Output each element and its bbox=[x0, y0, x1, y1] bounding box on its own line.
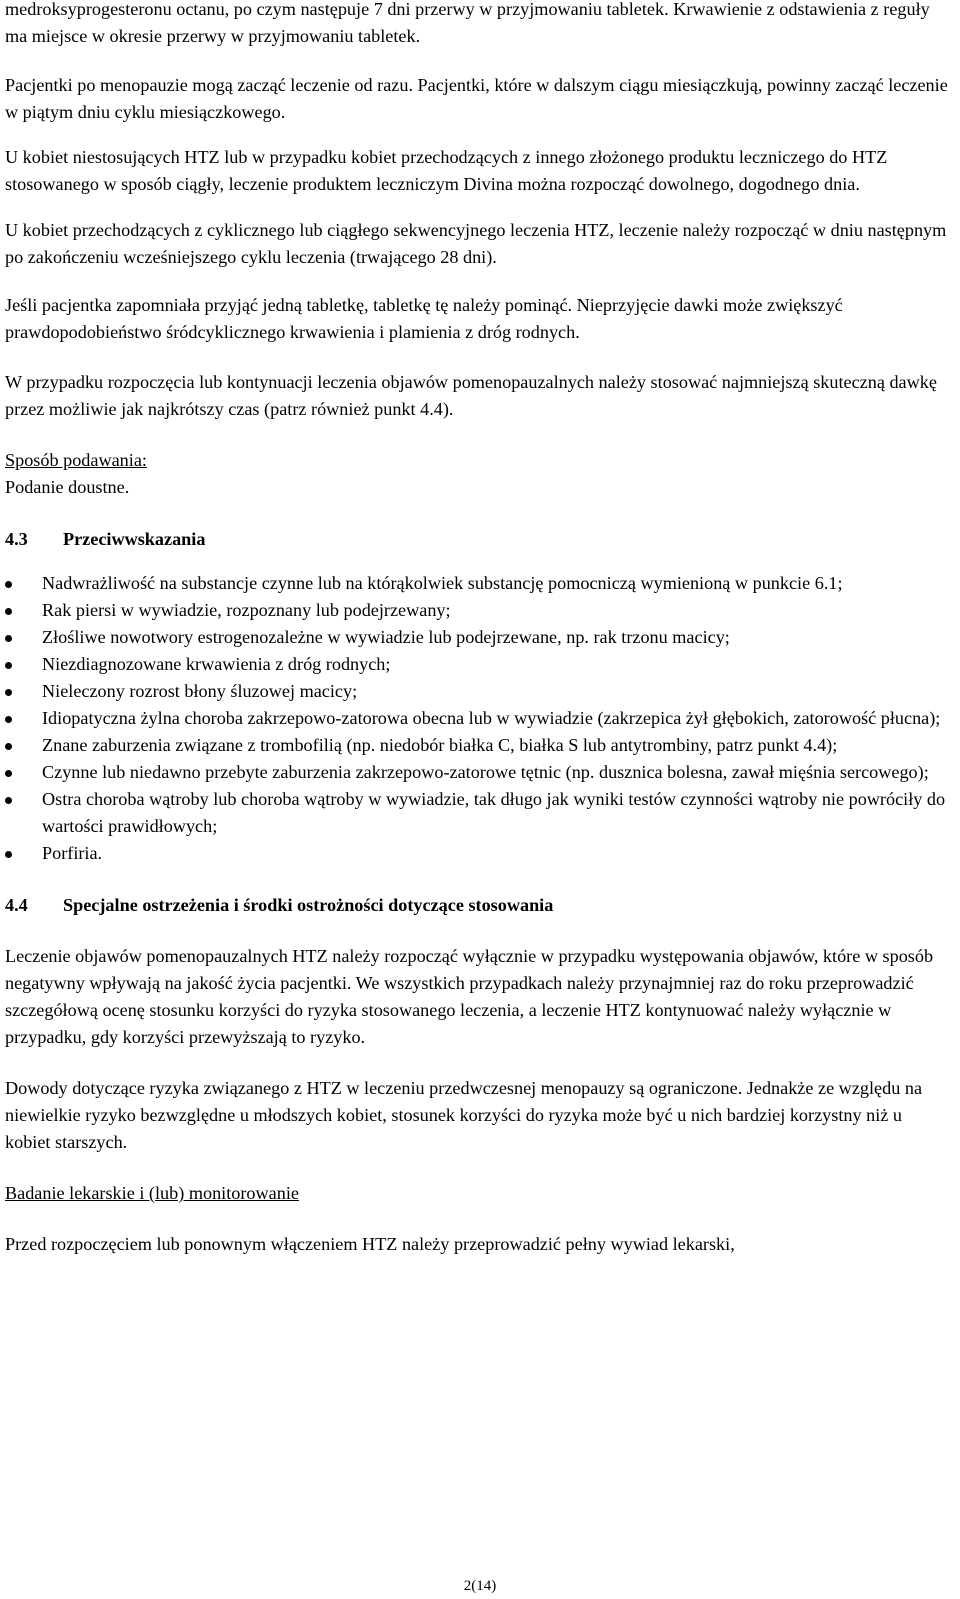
paragraph-cyclic-switch: U kobiet przechodzących z cyklicznego lub ciągłego sekwencyjnego leczenia HTZ, leczenie należy rozpocząć w dniu następnym po zakończeniu wcześniejszego cyklu leczenia (trwającego 28 dni). bbox=[5, 220, 947, 267]
list-item: Nieleczony rozrost błony śluzowej macicy; bbox=[5, 678, 950, 705]
paragraph-hrt-benefit-risk: Leczenie objawów pomenopauzalnych HTZ należy rozpocząć wyłącznie w przypadku występowania objawów, które w sposób negatywny wpływają na jakość życia pacjentki. We wszystkich przypadkach należy przynajmniej raz do roku przeprowadzić szczegółową ocenę stosunku korzyści do ryzyka stosowanego leczenia, a leczenie HTZ kontynuować należy wyłącznie w przypadku, gdy korzyści przewyższają to ryzyko. bbox=[5, 946, 934, 1047]
list-item: Złośliwe nowotwory estrogenozależne w wywiadzie lub podejrzewane, np. rak trzonu macicy; bbox=[5, 624, 950, 651]
list-item: Czynne lub niedawno przebyte zaburzenia zakrzepowo-zatorowe tętnic (np. dusznica bolesna, zawał mięśnia sercowego); bbox=[5, 759, 950, 786]
section-4-3-number: 4.3 bbox=[5, 529, 28, 549]
section-4-4-title: Specjalne ostrzeżenia i środki ostrożności dotyczące stosowania bbox=[63, 895, 554, 915]
list-item: Niezdiagnozowane krwawienia z dróg rodnych; bbox=[5, 651, 950, 678]
list-item: Porfiria. bbox=[5, 840, 950, 867]
section-4-3-title: Przeciwwskazania bbox=[63, 529, 206, 549]
bullet-icon bbox=[5, 851, 12, 858]
paragraph-menopause-start: Pacjentki po menopauzie mogą zacząć leczenie od razu. Pacjentki, które w dalszym ciągu miesiączkują, powinny zacząć leczenie w piątym dniu cyklu miesiączkowego. bbox=[5, 75, 948, 122]
document-page bbox=[5, 0, 950, 1258]
bullet-icon bbox=[5, 608, 12, 615]
paragraph-missed-tablet: Jeśli pacjentka zapomniała przyjąć jedną tabletkę, tabletkę tę należy pominąć. Nieprzyjęcie dawki może zwiększyć prawdopodobieństwo śródcyklicznego krwawienia i plamienia z dróg rodnych. bbox=[5, 295, 843, 342]
list-item: Idiopatyczna żylna choroba zakrzepowo-zatorowa obecna lub w wywiadzie (zakrzepica żył głębokich, zatorowość płucna); bbox=[5, 705, 950, 732]
list-item: Znane zaburzenia związane z trombofilią (np. niedobór białka C, białka S lub antytrombiny, patrz punkt 4.4); bbox=[5, 732, 950, 759]
section-4-4-heading bbox=[5, 892, 950, 919]
paragraph-lowest-dose: W przypadku rozpoczęcia lub kontynuacji leczenia objawów pomenopauzalnych należy stosować najmniejszą skuteczną dawkę przez możliwie jak najkrótszy czas (patrz również punkt 4.4). bbox=[5, 372, 937, 419]
administration-heading: Sposób podawania: bbox=[5, 450, 147, 470]
list-item: Ostra choroba wątroby lub choroba wątroby w wywiadzie, tak długo jak wyniki testów czynności wątroby nie powróciły do wartości prawidłowych; bbox=[5, 786, 950, 840]
bullet-icon bbox=[5, 716, 12, 723]
section-4-4-number: 4.4 bbox=[5, 895, 28, 915]
list-item: Rak piersi w wywiadzie, rozpoznany lub podejrzewany; bbox=[5, 597, 950, 624]
list-item: Nadwrażliwość na substancje czynne lub na którąkolwiek substancję pomocniczą wymienioną w punkcie 6.1; bbox=[5, 570, 950, 597]
paragraph-non-htz-start: U kobiet niestosujących HTZ lub w przypadku kobiet przechodzących z innego złożonego produktu leczniczego do HTZ stosowanego w sposób ciągły, leczenie produktem leczniczym Divina można rozpocząć dowolnego, dogodnego dnia. bbox=[5, 147, 888, 194]
paragraph-premature-menopause: Dowody dotyczące ryzyka związanego z HTZ w leczeniu przedwczesnej menopauzy są ograniczone. Jednakże ze względu na niewielkie ryzyko bezwzględne u młodszych kobiet, stosunek korzyści do ryzyka może być u nich bardziej korzystny niż u kobiet starszych. bbox=[5, 1078, 923, 1152]
bullet-icon bbox=[5, 689, 12, 696]
contraindications-list bbox=[5, 570, 950, 867]
bullet-icon bbox=[5, 635, 12, 642]
paragraph-medical-history: Przed rozpoczęciem lub ponownym włączeniem HTZ należy przeprowadzić pełny wywiad lekarski, bbox=[5, 1234, 735, 1254]
page-number: 2(14) bbox=[463, 1578, 497, 1594]
section-4-3-heading bbox=[5, 526, 950, 553]
bullet-icon bbox=[5, 770, 12, 777]
bullet-icon bbox=[5, 743, 12, 750]
administration-text: Podanie doustne. bbox=[5, 477, 130, 497]
bullet-icon bbox=[5, 797, 12, 804]
monitoring-subheading: Badanie lekarskie i (lub) monitorowanie bbox=[5, 1183, 299, 1203]
paragraph-tablet-break: medroksyprogesteronu octanu, po czym następuje 7 dni przerwy w przyjmowaniu tabletek. Krwawienie z odstawienia z reguły ma miejsce w okresie przerwy w przyjmowaniu tabletek. bbox=[5, 0, 930, 46]
bullet-icon bbox=[5, 581, 12, 588]
bullet-icon bbox=[5, 662, 12, 669]
